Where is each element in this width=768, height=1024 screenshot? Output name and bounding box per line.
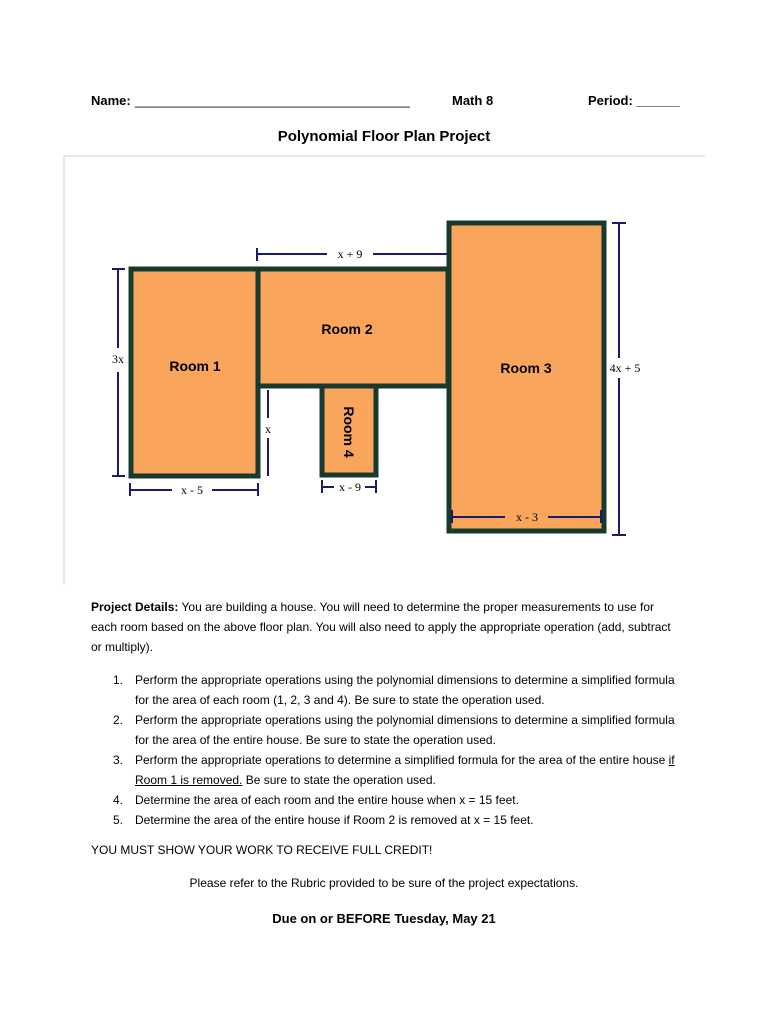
page-title: Polynomial Floor Plan Project (277, 128, 491, 145)
dim-room-4-width-label: x - 9 (339, 480, 361, 494)
task-item (113, 810, 683, 830)
room-2-label: Room 2 (321, 321, 373, 337)
task-text: Determine the area of each room and the entire house when x = 15 feet. (135, 793, 519, 807)
room-1-label: Room 1 (169, 358, 221, 374)
task-text: Perform the appropriate operations using the polynomial dimensions to determine a simplified formula for the area of the entire house. Be sure to state the operation used. (135, 713, 675, 747)
project-details-text: You are building a house. You will need to determine the proper measurements to use for each room based on the above floor plan. You will also need to apply the appropriate operation (add, subtract or multiply). (91, 600, 671, 654)
task-item (113, 710, 683, 750)
task-item (113, 790, 683, 810)
dim-room-3-height (612, 223, 626, 535)
task-item (113, 670, 683, 710)
dim-room-1-height-label: 3x (112, 352, 124, 366)
dim-room-1-height (112, 269, 125, 476)
task-list (113, 670, 683, 830)
dim-room-3-width-label: x - 3 (516, 510, 538, 524)
task-text: Perform the appropriate operations using the polynomial dimensions to determine a simplified formula for the area of each room (1, 2, 3 and 4). Be sure to state the operation used. (135, 673, 675, 707)
project-details-lead: Project Details: (91, 600, 179, 614)
project-details (91, 597, 681, 657)
task-text: Perform the appropriate operations to determine a simplified formula for the area of the entire house (135, 753, 669, 767)
task-text-after: Be sure to state the operation used. (242, 773, 436, 787)
task-number: 5. (113, 813, 124, 827)
course-label: Math 8 (452, 93, 494, 108)
task-text: Determine the area of the entire house if Room 2 is removed at x = 15 feet. (135, 813, 534, 827)
task-number: 3. (113, 753, 124, 767)
show-work-notice: YOU MUST SHOW YOUR WORK TO RECEIVE FULL CREDIT! (91, 843, 433, 857)
task-number: 4. (113, 793, 124, 807)
rubric-note: Please refer to the Rubric provided to be sure of the project expectations. (189, 876, 579, 890)
room-3-label: Room 3 (500, 360, 552, 376)
room-3 (449, 223, 604, 531)
task-number: 2. (113, 713, 124, 727)
task-item (113, 750, 683, 790)
period-label[interactable]: Period: ______ (588, 93, 680, 108)
task-text-underlined: if Room 1 is removed. (135, 753, 675, 787)
dim-room-4-height-label: x (265, 422, 271, 436)
dim-room-1-width-label: x - 5 (181, 483, 203, 497)
name-blank[interactable]: ______________________________________ (135, 93, 410, 108)
due-date: Due on or BEFORE Tuesday, May 21 (272, 911, 496, 926)
dim-room-2-width-label: x + 9 (337, 247, 363, 261)
name-label: Name: (91, 93, 131, 108)
room-4-label: Room 4 (341, 406, 357, 458)
dim-room-3-height-label: 4x + 5 (609, 361, 641, 375)
floor-plan-diagram (0, 150, 768, 590)
task-number: 1. (113, 673, 124, 687)
